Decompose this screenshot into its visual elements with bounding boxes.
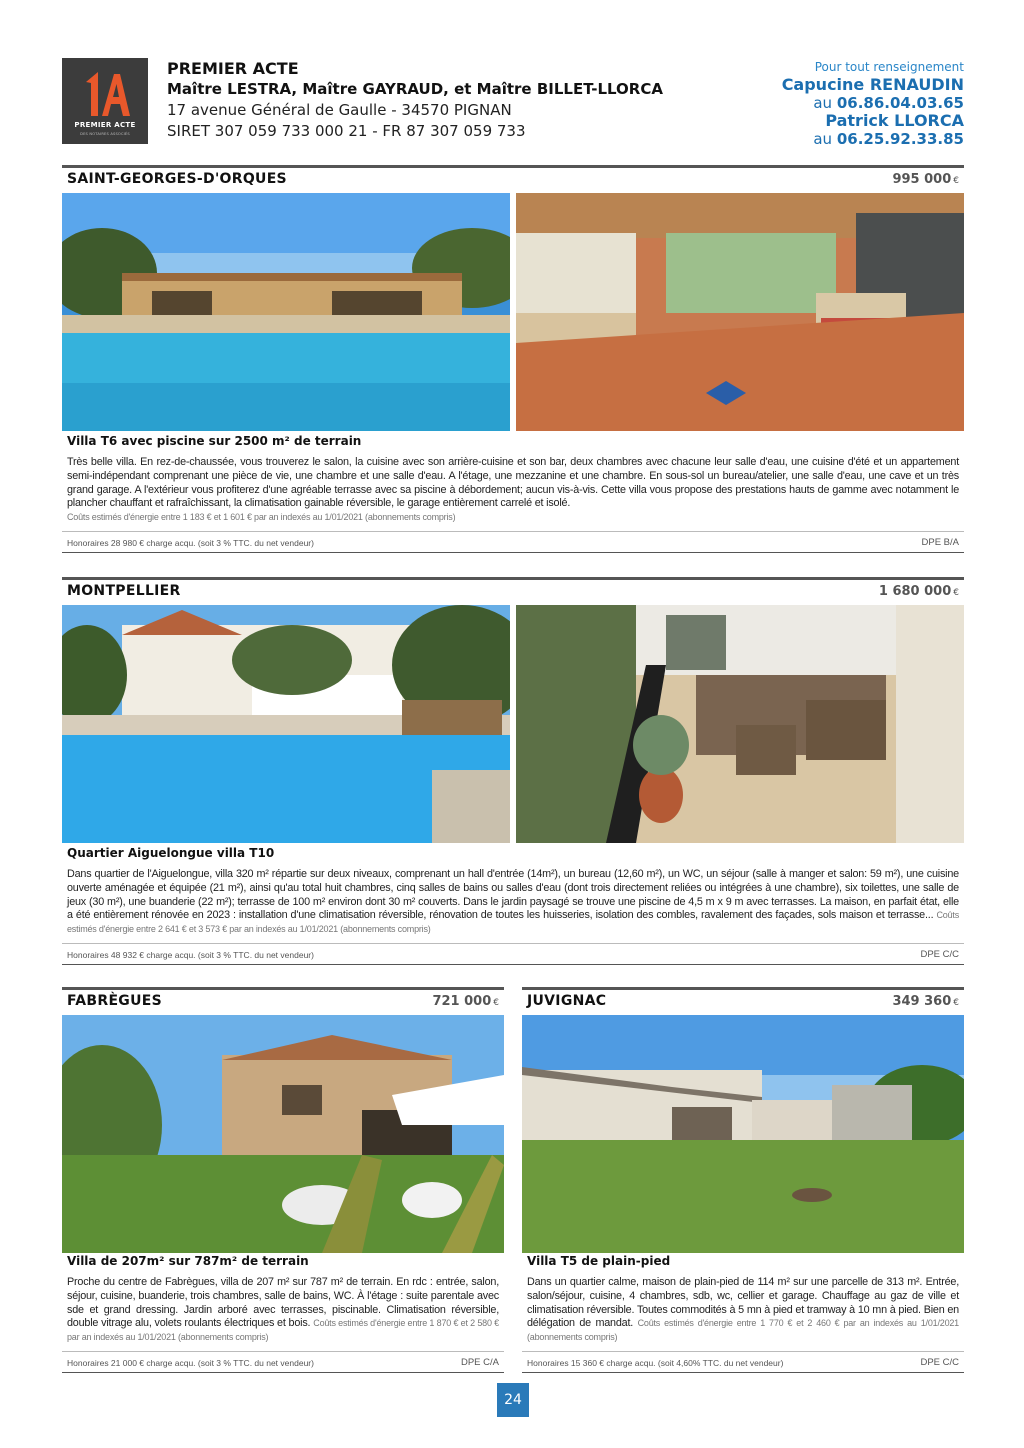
- listing-description: Dans un quartier calme, maison de plain-pied de 114 m² sur une parcelle de 313 m². Entrée, salon/séjour, cuisine, 4 chambres, sdb, wc, cellier et garage. Chauffage au gaz de ville et climatisation réversible. Toutes commodités à 5 mn à pied et tramway à 10 mn à pied. Bien en délégation de mandat. Coûts estimés d'énergie entre 1 770 € et 2 460 € par an indexés au 1/01/2021 (abonnements compris): [527, 1276, 959, 1343]
- listing-description: Dans quartier de l'Aiguelongue, villa 320 m² répartie sur deux niveaux, comprenant un hall d'entrée (14m²), un bureau (12,60 m²), un WC, un séjour (salle à manger et salon: 59 m²), une cuisine ouverte aménagée et équipée (21 m²), ainsi qu'au total huit chambres, cinq salles de bains ou salles d'eau (dont trois directement reliées ou intégrées à une chambre), six toilettes, une salle de jeux (30 m²), une buanderie (22 m²); terrasse de 100 m² environ dont 30 m² couverts. Dans le jardin paysagé se trouve une piscine de 4,5 m x 9 m avec terrasses. La maison, en parfait état, elle a été entièrement rénovée en 2023 : installation d'une climatisation réversible, rénovation de toutes les huisseries, isolation des combles, ravalement des façades, sols maison et terrasse... Coûts estimés d'énergie entre 2 641 € et 3 573 € par an indexés au 1/01/2021 (abonnements compris): [67, 868, 959, 935]
- listing-photo-pool[interactable]: [62, 193, 510, 431]
- listing-dpe: DPE C/A: [460, 1357, 499, 1368]
- listing-title: Villa T6 avec piscine sur 2500 m² de terrain: [67, 434, 362, 448]
- listing-fees: Honoraires 28 980 € charge acqu. (soit 3 % TTC. du net vendeur): [67, 538, 314, 548]
- listing-city: SAINT-GEORGES-D'ORQUES: [67, 171, 287, 187]
- listing-city: JUVIGNAC: [527, 993, 607, 1009]
- listing-dpe: DPE B/A: [921, 537, 959, 548]
- listing-fabregues: [62, 987, 504, 1376]
- office-info: [167, 58, 663, 142]
- premier-acte-logo: [62, 58, 148, 144]
- energy-cost: Coûts estimés d'énergie entre 1 770 € et 2 460 € par an indexés au 1/01/2021 (abonnements compris): [527, 1318, 959, 1343]
- contact-block: [782, 58, 964, 148]
- listing-fees: Honoraires 21 000 € charge acqu. (soit 3 % TTC. du net vendeur): [67, 1358, 314, 1368]
- listing-title: Villa T5 de plain-pied: [527, 1254, 671, 1268]
- page-number: 24: [497, 1383, 529, 1417]
- listing-header: [62, 165, 964, 191]
- listing-header: [62, 577, 964, 603]
- listing-footer: [62, 943, 964, 965]
- listing-photo-terrace[interactable]: [516, 193, 964, 431]
- listing-photo-villa[interactable]: [62, 1015, 504, 1253]
- listing-fees: Honoraires 48 932 € charge acqu. (soit 3 % TTC. du net vendeur): [67, 950, 314, 960]
- contact-name-1: Capucine RENAUDIN: [781, 75, 964, 94]
- listing-montpellier: [62, 577, 964, 969]
- listing-description: Très belle villa. En rez-de-chaussée, vous trouverez le salon, la cuisine avec son arrière-cuisine et son bar, deux chambres avec chacune leur salle d'eau, une cuisine d'été et un appartement semi-indépendant comprenant une pièce de vie, une chambre et une salle d'eau. A l'étage, une mezzanine et une chambre. En sous-sol un bureau/atelier, une salle d'eau, une cave et un très grand garage. A l'extérieur vous profiterez d'une agréable terrasse avec sa piscine à débordement; aucun vis-à-vis. Cette villa vous propose des prestations hauts de gamme avec notamment le plancher chauffant et rafraîchissant, la climatisation gainable réversible, le garage entièrement carrelé et isolé. Coûts estimés d'énergie entre 1 183 € et 1 601 € par an indexés au 1/01/2021 (abonnements compris): [67, 456, 959, 523]
- office-address: 17 avenue Général de Gaulle - 34570 PIGNAN: [167, 101, 512, 119]
- listing-fees: Honoraires 15 360 € charge acqu. (soit 4,60% TTC. du net vendeur): [527, 1358, 784, 1368]
- logo-text: PREMIER ACTE: [74, 121, 136, 129]
- listing-title: Villa de 207m² sur 787m² de terrain: [67, 1254, 309, 1268]
- office-name: PREMIER ACTE: [167, 59, 299, 78]
- energy-cost: Coûts estimés d'énergie entre 2 641 € et 3 573 € par an indexés au 1/01/2021 (abonnements compris): [67, 910, 959, 935]
- office-siret: SIRET 307 059 733 000 21 - FR 87 307 059 733: [167, 122, 526, 140]
- listing-dpe: DPE C/C: [920, 949, 959, 960]
- listing-price: 1 680 000 €: [878, 584, 959, 599]
- listing-header: [522, 987, 964, 1013]
- listing-price: 721 000 €: [432, 994, 499, 1009]
- logo-subtext: DES NOTAIRES ASSOCIÉS: [80, 132, 130, 136]
- contact-phone-2[interactable]: au 06.25.92.33.85: [813, 130, 964, 148]
- listing-photo-lounge[interactable]: [516, 605, 964, 843]
- listing-header: [62, 987, 504, 1013]
- listing-price: 995 000 €: [892, 172, 959, 187]
- office-notaries: Maître LESTRA, Maître GAYRAUD, et Maître BILLET-LLORCA: [167, 80, 663, 98]
- listing-photo-pool[interactable]: [62, 605, 510, 843]
- logo-mark-icon: [80, 66, 130, 120]
- listing-city: FABRÈGUES: [67, 993, 163, 1009]
- listing-juvignac: [522, 987, 964, 1376]
- listing-description: Proche du centre de Fabrègues, villa de 207 m² sur 787 m² de terrain. En rdc : entrée, salon, séjour, cuisine, buanderie, trois chambres, salle de bains, WC. À l'étage : suite parentale avec sde et grand dressing. Jardin arboré avec terrasses, piscinable. Climatisation réversible, double vitrage alu, volets roulants électriques et bois. Coûts estimés d'énergie entre 1 870 € et 2 580 € par an indexés au 1/01/2021 (abonnements compris): [67, 1276, 499, 1343]
- listing-photo-house[interactable]: [522, 1015, 964, 1253]
- listing-dpe: DPE C/C: [920, 1357, 959, 1368]
- energy-cost: Coûts estimés d'énergie entre 1 183 € et 1 601 € par an indexés au 1/01/2021 (abonnements compris): [67, 512, 456, 523]
- listing-price: 349 360 €: [892, 994, 959, 1009]
- listing-footer: [62, 531, 964, 553]
- contact-intro: Pour tout renseignement: [814, 60, 964, 74]
- listing-footer: [522, 1351, 964, 1373]
- energy-cost: Coûts estimés d'énergie entre 1 870 € et 2 580 € par an indexés au 1/01/2021 (abonnements compris): [67, 1318, 499, 1343]
- contact-name-2: Patrick LLORCA: [825, 111, 964, 130]
- page-header: [62, 58, 964, 150]
- listing-saint-georges: [62, 165, 964, 557]
- listing-city: MONTPELLIER: [67, 583, 181, 599]
- listing-title: Quartier Aiguelongue villa T10: [67, 846, 275, 860]
- listing-footer: [62, 1351, 504, 1373]
- contact-phone-1[interactable]: au 06.86.04.03.65: [813, 94, 964, 112]
